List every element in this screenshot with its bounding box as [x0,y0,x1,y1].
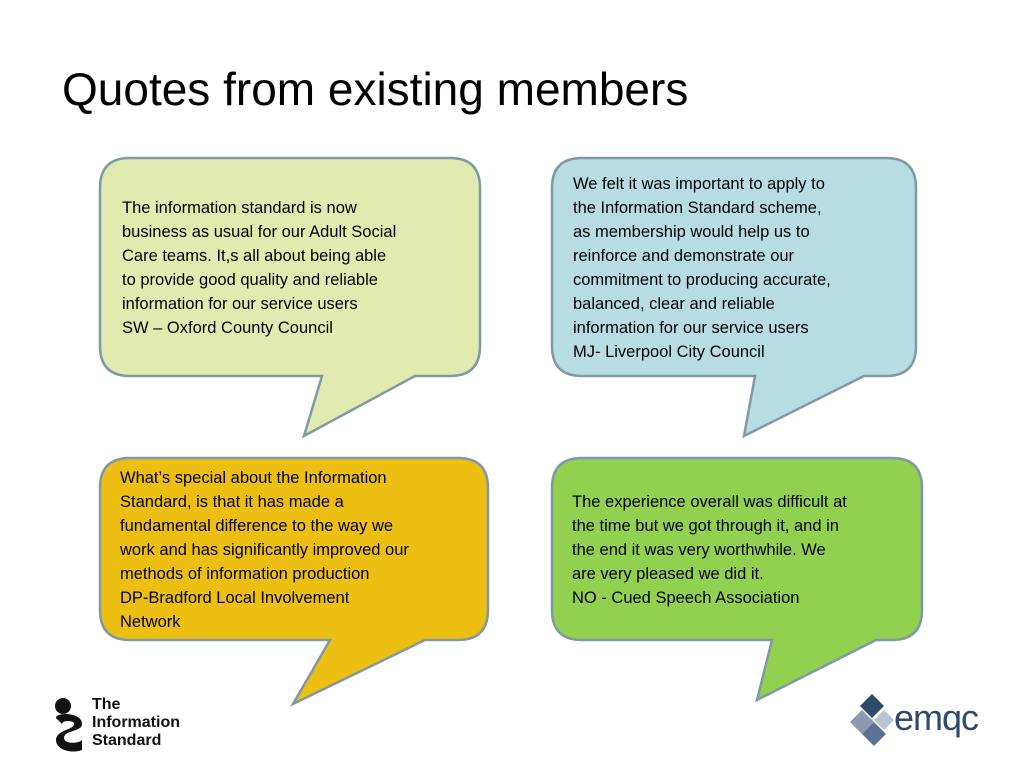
quote-text-4 [572,490,847,610]
quote-line: methods of information production [120,565,370,583]
quote-line: The experience overall was difficult at [572,493,847,511]
quote-line: work and has significantly improved our [120,541,409,559]
quote-line: the end it was very worthwhile. We [572,541,826,559]
quote-attribution: MJ- Liverpool City Council [573,343,765,361]
quote-text-3 [120,466,409,634]
quote-line: fundamental difference to the way we [120,517,394,535]
quote-line: business as usual for our Adult Social [122,223,397,241]
quote-line: as membership would help us to [573,223,810,241]
quote-line: are very pleased we did it. [572,565,764,583]
quote-line: We felt it was important to apply to [573,175,825,193]
logo-text-line: Information [92,714,180,731]
quote-line: Standard, is that it has made a [120,493,344,511]
quote-line: information for our service users [122,295,358,313]
logo-text-line: The [92,696,121,713]
quote-attribution: DP-Bradford Local Involvement [120,589,350,607]
quote-attribution: NO - Cued Speech Association [572,589,800,607]
quote-line: commitment to producing accurate, [573,271,831,289]
information-standard-logo [52,696,202,754]
slide-title: Quotes from existing members [62,63,689,115]
quote-attribution: SW – Oxford County Council [122,319,333,337]
quote-line: Care teams. It,s all about being able [122,247,387,265]
information-standard-logo-icon [52,696,86,752]
quote-text-1 [122,196,396,340]
logo-text-line: Standard [92,732,162,749]
quote-line: reinforce and demonstrate our [573,247,795,265]
quote-text-2 [573,172,831,364]
quote-line: The information standard is now [122,199,357,217]
emqc-diamond-logo-icon [850,692,896,754]
quote-line: the Information Standard scheme, [573,199,822,217]
quote-line: to provide good quality and reliable [122,271,378,289]
quote-attribution: Network [120,613,181,631]
quote-line: information for our service users [573,319,809,337]
quote-line: the time but we got through it, and in [572,517,839,535]
emqc-logo-text: emqc [894,697,979,738]
quote-line: What’s special about the Information [120,469,387,487]
emqc-logo [850,692,1000,756]
quote-line: balanced, clear and reliable [573,295,775,313]
